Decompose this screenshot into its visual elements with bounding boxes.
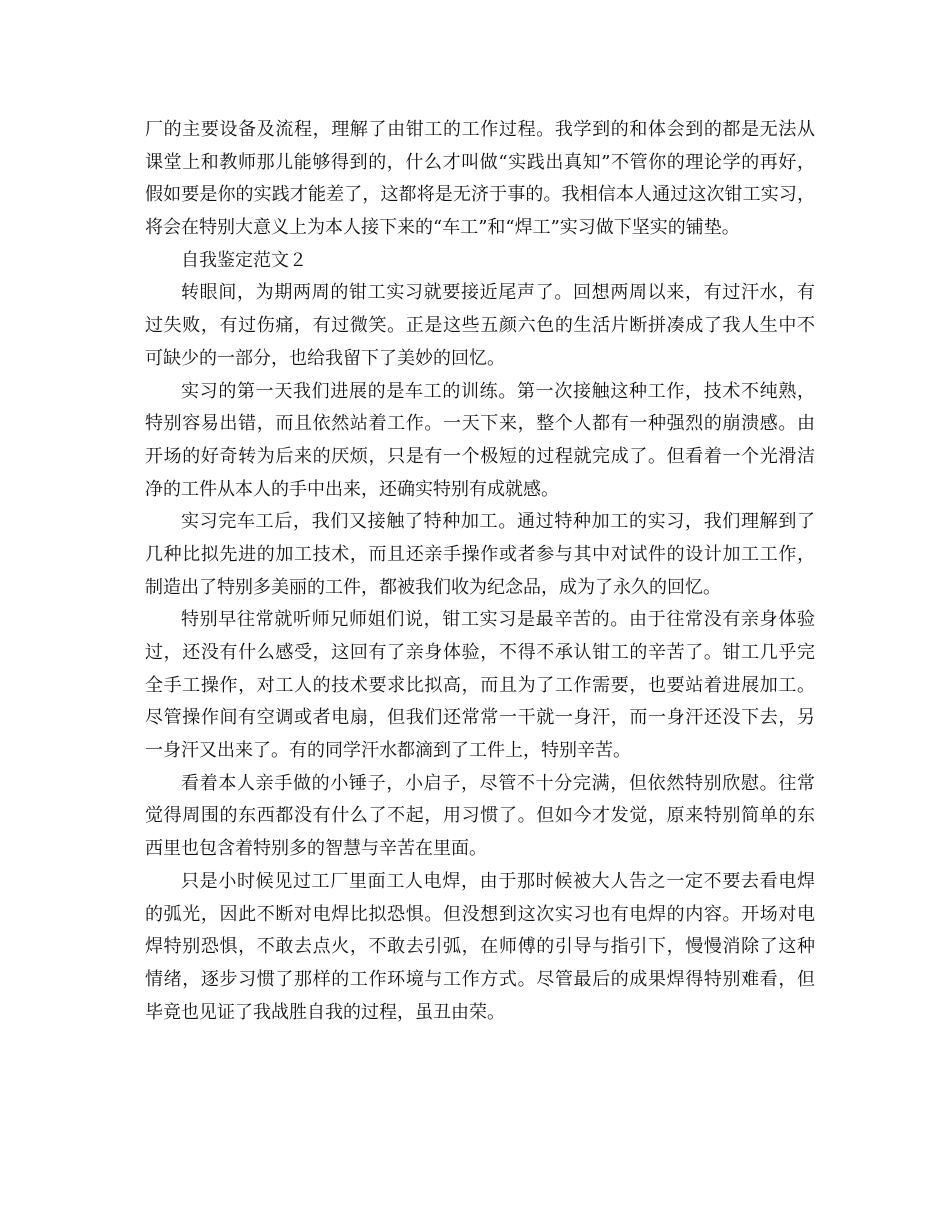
document-body [145,114,815,1029]
text-line: 制造出了特别多美丽的工件，都被我们收为纪念品，成为了永久的回忆。 [145,576,721,598]
paragraph [145,114,815,245]
text-line: 一身汗又出来了。有的同学汗水都滴到了工件上，特别辛苦。 [145,740,631,762]
text-line: 看着本人亲手做的小锤子，小启子，尽管不十分完满，但依然特别欣慰。往常 [181,772,815,794]
text-line: 几种比拟先进的加工技术，而且还亲手操作或者参与其中对试件的设计加工工作， [145,543,815,565]
text-line: 净的工件从本人的手中出来，还确实特别有成就感。 [145,478,559,500]
text-line: 课堂上和教师那儿能够得到的，什么才叫做“实践出真知”不管你的理论学的再好， [145,151,815,173]
section-heading [145,245,815,278]
text-line: 实习的第一天我们进展的是车工的训练。第一次接触这种工作，技术不纯熟， [181,380,815,402]
text-line: 全手工操作，对工人的技术要求比拟高，而且为了工作需要，也要站着进展加工。 [145,674,815,696]
text-line: 假如要是你的实践才能差了，这都将是无济于事的。我相信本人通过这次钳工实习， [145,184,815,206]
text-line: 厂的主要设备及流程，理解了由钳工的工作过程。我学到的和体会到的都是无法从 [145,119,815,140]
text-line: 焊特别恐惧，不敢去点火，不敢去引弧，在师傅的引导与指引下，慢慢消除了这种 [145,936,815,958]
paragraph [145,866,815,1029]
text-line: 过，还没有什么感受，这回有了亲身体验，不得不承认钳工的辛苦了。钳工几乎完 [145,642,815,663]
text-line: 可缺少的一部分，也给我留下了美妙的回忆。 [145,347,505,369]
text-line: 特别容易出错，而且依然站着工作。一天下来，整个人都有一种强烈的崩溃感。由 [145,413,815,435]
text-line: 毕竟也见证了我战胜自我的过程，虽丑由荣。 [145,1001,505,1023]
text-line: 的弧光，因此不断对电焊比拟恐惧。但没想到这次实习也有电焊的内容。开场对电 [145,903,815,925]
text-line: 实习完车工后，我们又接触了特种加工。通过特种加工的实习，我们理解到了 [181,511,815,533]
text-line: 过失败，有过伤痛，有过微笑。正是这些五颜六色的生活片断拼凑成了我人生中不 [145,315,815,337]
text-line: 开场的好奇转为后来的厌烦，只是有一个极短的过程就完成了。但看着一个光滑洁 [145,445,815,467]
text-line: 只是小时候见过工厂里面工人电焊，由于那时候被大人告之一定不要去看电焊 [181,870,815,892]
paragraph [145,604,815,767]
text-line: 尽管操作间有空调或者电扇，但我们还常常一干就一身汗，而一身汗还没下去，另 [145,707,815,729]
text-line: 转眼间，为期两周的钳工实习就要接近尾声了。回想两周以来，有过汗水，有 [181,282,815,304]
text-line: 西里也包含着特别多的智慧与辛苦在里面。 [145,838,487,860]
text-line: 觉得周围的东西都没有什么了不起，用习惯了。但如今才发觉，原来特别简单的东 [145,805,815,827]
paragraph [145,376,815,507]
paragraph [145,277,815,375]
text-line: 将会在特别大意义上为本人接下来的“车工”和“焊工”实习做下坚实的铺垫。 [145,217,740,239]
heading-text: 自我鉴定范文２ [181,249,307,271]
text-line: 情绪，逐步习惯了那样的工作环境与工作方式。尽管最后的成果焊得特别难看，但 [145,968,815,990]
paragraph [145,506,815,604]
paragraph [145,768,815,866]
text-line: 特别早往常就听师兄师姐们说，钳工实习是最辛苦的。由于往常没有亲身体验 [181,609,815,631]
